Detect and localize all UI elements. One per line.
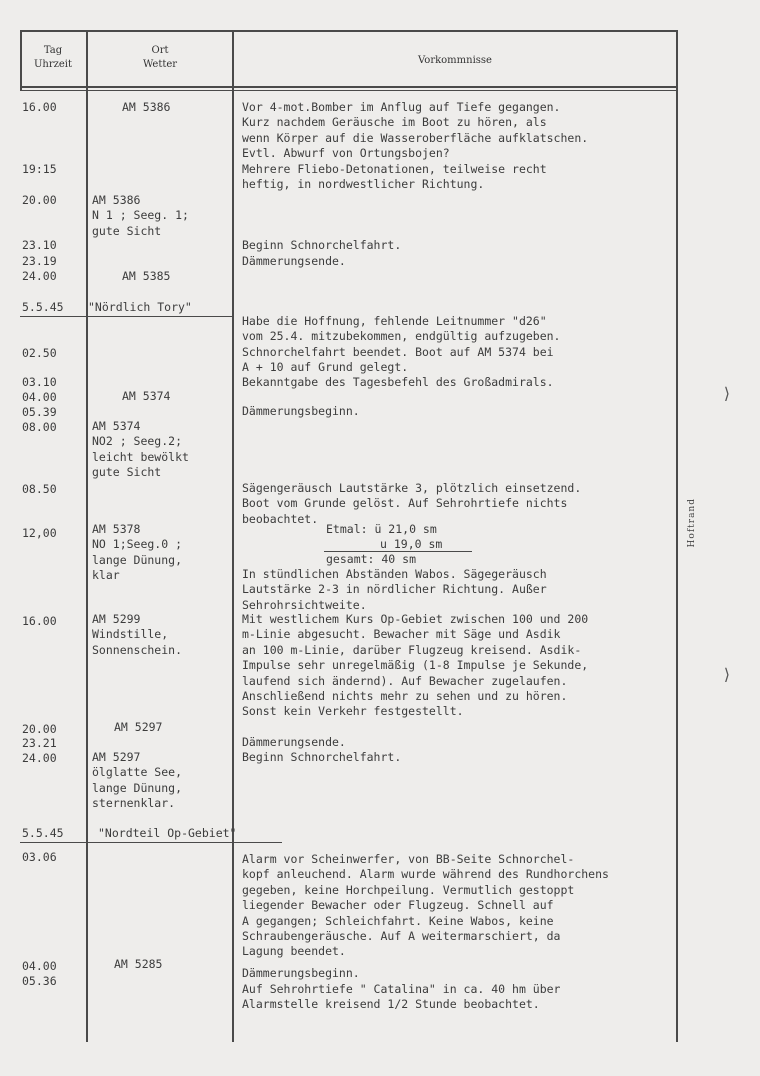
event-line: Evtl. Abwurf von Ortungsbojen? <box>242 146 450 161</box>
row-event: Beginn Schnorchelfahrt. <box>242 238 402 252</box>
date-row-line-1 <box>20 316 234 317</box>
table-right-border <box>676 30 678 1042</box>
etmal-line-1: Etmal: ü 21,0 sm <box>326 522 437 536</box>
row-location: AM 5299 Windstille, Sonnenschein. <box>92 612 183 657</box>
header-col-day-time <box>20 44 86 72</box>
row-time: 02.50 <box>22 346 57 360</box>
row-time: 05.39 <box>22 405 57 419</box>
row-time: 05.36 <box>22 974 57 988</box>
row-time: 16.00 <box>22 100 57 114</box>
date-location-1: "Nördlich Tory" <box>88 300 192 314</box>
row-location: AM 5385 <box>122 269 171 283</box>
row-event <box>242 852 609 960</box>
header-col-events: Vorkommnisse <box>418 55 492 66</box>
row-location: AM 5374 <box>122 389 171 403</box>
row-location: AM 5386 <box>122 100 171 114</box>
event-line: vom 25.4. mitzubekommen, endgültig aufzugeben. <box>242 329 561 344</box>
date-label-1: 5.5.45 <box>22 300 64 314</box>
row-event: Dämmerungsbeginn. <box>242 966 360 980</box>
event-line: A gegangen; Schleichfahrt. Keine Wabos, keine <box>242 913 554 928</box>
row-event: Dämmerungsende. <box>242 735 346 749</box>
event-line: an 100 m-Linie, darüber Flugzeug kreisend. Asdik- <box>242 642 582 657</box>
row-time: 08.50 <box>22 482 57 496</box>
event-line: kopf anleuchend. Alarm wurde während des Rundhorchens <box>242 867 609 882</box>
event-line: m-Linie abgesucht. Bewacher mit Säge und Asdik <box>242 627 561 642</box>
event-line: liegender Bewacher oder Flugzeug. Schnell auf <box>242 898 554 913</box>
row-event <box>242 314 561 345</box>
date-location-2: "Nordteil Op-Gebiet" <box>98 826 237 840</box>
row-time: 03.10 <box>22 375 57 389</box>
event-line: Sehrohrsichtweite. <box>242 597 367 612</box>
row-event <box>242 162 547 193</box>
row-event: Dämmerungsende. <box>242 254 346 268</box>
event-line: Boot vom Grunde gelöst. Auf Sehrohrtiefe nichts <box>242 496 568 511</box>
event-line: Alarm vor Scheinwerfer, von BB-Seite Schnorchel- <box>242 852 575 866</box>
row-time: 04.00 <box>22 390 57 404</box>
event-line: Vor 4-mot.Bomber im Anflug auf Tiefe gegangen. <box>242 100 561 114</box>
margin-hook-mark-icon: ⟩ <box>722 665 732 684</box>
row-event: Bekanntgabe des Tagesbefehl des Großadmirals. <box>242 375 554 389</box>
date-label-2: 5.5.45 <box>22 826 64 840</box>
event-line: Sägengeräusch Lautstärke 3, plötzlich einsetzend. <box>242 481 582 495</box>
header-weather-label: Wetter <box>142 59 178 70</box>
row-time: 03.06 <box>22 850 57 864</box>
col-divider-1 <box>86 30 88 1042</box>
row-time: 12,00 <box>22 526 57 540</box>
etmal-total: gesamt: 40 sm <box>326 552 417 566</box>
event-line: In stündlichen Abständen Wabos. Sägegeräusch <box>242 567 547 581</box>
row-event <box>242 567 547 613</box>
row-location: AM 5386 N 1 ; Seeg. 1; gute Sicht <box>92 193 189 238</box>
event-line: laufend sich ändernd). Auf Bewacher zugelaufen. <box>242 673 568 688</box>
event-line: Anschließend nichts mehr zu sehen und zu hören. <box>242 689 568 704</box>
row-time: 24.00 <box>22 269 57 283</box>
row-time: 23.10 <box>22 238 57 252</box>
event-line: Impulse sehr unregelmäßig (1-8 Impulse je Sekunde, <box>242 658 589 673</box>
row-time: 20.00 <box>22 722 57 736</box>
event-line: Kurz nachdem Geräusche im Boot zu hören, als <box>242 115 547 130</box>
header-double-border <box>20 90 676 91</box>
row-time: 23.21 <box>22 736 57 750</box>
table-top-border <box>20 30 676 32</box>
row-event <box>242 481 581 527</box>
header-bottom-border <box>20 86 676 88</box>
event-line: Auf Sehrohrtiefe " Catalina" in ca. 40 hm über <box>242 982 561 996</box>
event-line: Lautstärke 2-3 in nördlicher Richtung. Außer <box>242 582 547 597</box>
header-day-label: Tag <box>43 45 63 56</box>
event-line: Mit westlichem Kurs Op-Gebiet zwischen 100 und 200 <box>242 612 589 626</box>
row-time: 04.00 <box>22 959 57 973</box>
col-divider-2 <box>232 30 234 1042</box>
event-line: Schraubengeräusche. Auf A weitermarschiert, da <box>242 929 561 944</box>
etmal-line-2: u 19,0 sm <box>380 537 443 551</box>
row-event <box>242 345 554 376</box>
header-col-place-weather <box>88 44 232 72</box>
event-line: Lagung beendet. <box>242 944 346 959</box>
row-location: AM 5374 NO2 ; Seeg.2; leicht bewölkt gute Sicht <box>92 419 189 480</box>
date-row-line-2 <box>20 842 282 843</box>
margin-hook-mark-icon: ⟩ <box>722 384 732 403</box>
event-line: beobachtet. <box>242 511 319 526</box>
row-time: 20.00 <box>22 193 57 207</box>
row-location: AM 5378 NO 1;Seeg.0 ; lange Dünung, klar <box>92 522 183 583</box>
header-place-label: Ort <box>151 45 169 56</box>
row-time: 23.19 <box>22 254 57 268</box>
row-event <box>242 982 561 1013</box>
row-location: AM 5285 <box>114 957 163 971</box>
row-time: 08.00 <box>22 420 57 434</box>
event-line: Mehrere Fliebo-Detonationen, teilweise recht <box>242 162 547 176</box>
event-line: Habe die Hoffnung, fehlende Leitnummer "d26" <box>242 314 547 328</box>
margin-note: Hoftrand <box>687 498 697 548</box>
row-location: AM 5297 <box>114 720 163 734</box>
event-line: Sonst kein Verkehr festgestellt. <box>242 704 464 719</box>
row-time: 19:15 <box>22 162 57 176</box>
event-line: Alarmstelle kreisend 1/2 Stunde beobachtet. <box>242 997 540 1012</box>
event-line: Schnorchelfahrt beendet. Boot auf AM 5374 bei <box>242 345 554 359</box>
event-line: gegeben, keine Horchpeilung. Vermutlich gestoppt <box>242 882 575 897</box>
row-event <box>242 100 588 162</box>
row-event <box>242 612 588 720</box>
header-time-label: Uhrzeit <box>33 59 73 70</box>
row-event: Beginn Schnorchelfahrt. <box>242 750 402 764</box>
event-line: A + 10 auf Grund gelegt. <box>242 360 409 375</box>
event-line: wenn Körper auf die Wasseroberfläche aufklatschen. <box>242 130 589 145</box>
row-time: 24.00 <box>22 751 57 765</box>
row-location: AM 5297 ölglatte See, lange Dünung, sternenklar. <box>92 750 183 811</box>
event-line: heftig, in nordwestlicher Richtung. <box>242 177 485 192</box>
row-time: 16.00 <box>22 614 57 628</box>
row-event: Dämmerungsbeginn. <box>242 404 360 418</box>
